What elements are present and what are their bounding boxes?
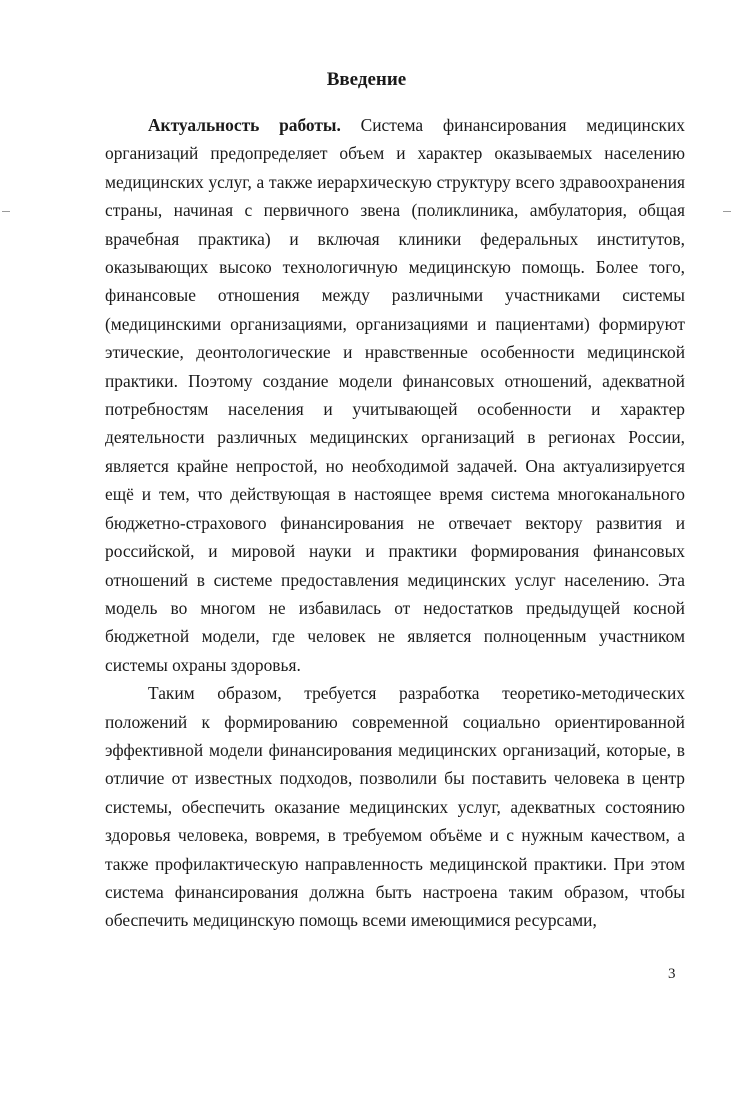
left-margin-mark: [2, 211, 10, 212]
page-title: Введение: [326, 69, 407, 90]
right-margin-mark: [723, 211, 731, 212]
paragraph-text: Система финансирования медицинских организаций предопределяет объем и характер оказываемых населению медицинских услуг, а также иерархическую структуру всего здравоохранения страны, начиная с первичного звена (поликлиника, амбулатория, общая врачебная практика) и включая клиники федеральных институтов, оказывающих высоко технологичную медицинскую помощь. Более того, финансовые отношения между различными участниками системы (медицинскими организациями, организациями и пациентами) формируют этические, деонтологические и нравственные особенности медицинской практики. Поэтому создание модели финансовых отношений, адекватной потребностям населения и учитывающей особенности и характер деятельности различных медицинских организаций в регионах России, является крайне непростой, но необходимой задачей. Она актуализируется ещё и тем, что действующая в настоящее время система многоканального бюджетно-страхового финансирования не отвечает вектору развития и российской, и мировой науки и практики формирования финансовых отношений в системе предоставления медицинских услуг населению. Эта модель во многом не избавилась от недостатков предыдущей косной бюджетной модели, где человек не является полноценным участником системы охраны здоровья.: [105, 115, 685, 675]
page-number: 3: [668, 966, 676, 982]
document-body: [105, 111, 685, 935]
paragraph-relevance: [105, 111, 685, 679]
paragraph-conclusion: [105, 679, 685, 935]
paragraph-text: Таким образом, требуется разработка теоретико-методических положений к формированию современной социально ориентированной эффективной модели финансирования медицинских организаций, которые, в отличие от известных подходов, позволили бы поставить человека в центр системы, обеспечить оказание медицинских услуг, адекватных состоянию здоровья человека, вовремя, в требуемом объёме и с нужным качеством, а также профилактическую направленность медицинской практики. При этом система финансирования должна быть настроена таким образом, чтобы обеспечить медицинскую помощь всеми имеющимися ресурсами,: [105, 683, 685, 931]
paragraph-lead: Актуальность работы.: [148, 115, 341, 135]
